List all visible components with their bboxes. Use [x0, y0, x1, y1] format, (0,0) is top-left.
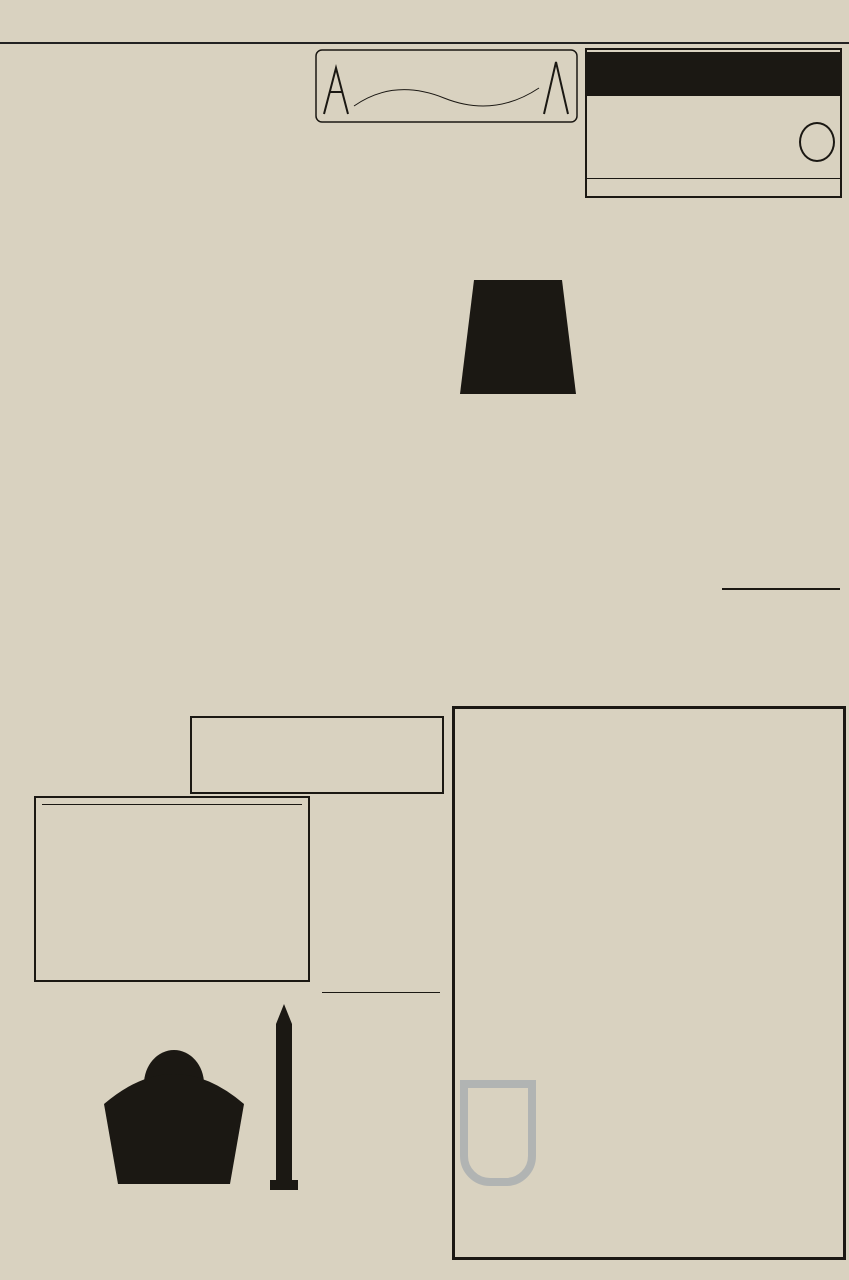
radio-column-right-2: [722, 216, 840, 582]
regla-title: [587, 52, 840, 96]
la-regla-ad: [585, 48, 842, 198]
watermark-shield-icon: [460, 1080, 536, 1186]
radio-column-mid-bottom: [450, 404, 584, 700]
hipotecas-ad: [722, 588, 840, 680]
radio-column-right-1: [586, 216, 718, 702]
naviera-ad: [34, 796, 310, 982]
naviera-divider: [42, 804, 302, 805]
archive-watermark: [440, 1060, 849, 1270]
hellesens-ad: [452, 240, 584, 400]
pill-box-icon: [799, 122, 835, 162]
receptores-divider: [322, 992, 440, 993]
naviera-agent-row: [36, 809, 308, 814]
receptores-ad: [316, 984, 446, 1220]
regla-footer: [587, 178, 842, 182]
page-header: [0, 14, 849, 44]
article-column-2: [176, 52, 310, 712]
radio-column-mid-top: [450, 170, 584, 240]
radio-column-left: [312, 170, 446, 980]
ocasion-ad: [190, 716, 444, 794]
article-column-1: [34, 52, 170, 790]
radio-banner: [314, 48, 579, 124]
bazar-mascaros-ad: [34, 984, 306, 1220]
